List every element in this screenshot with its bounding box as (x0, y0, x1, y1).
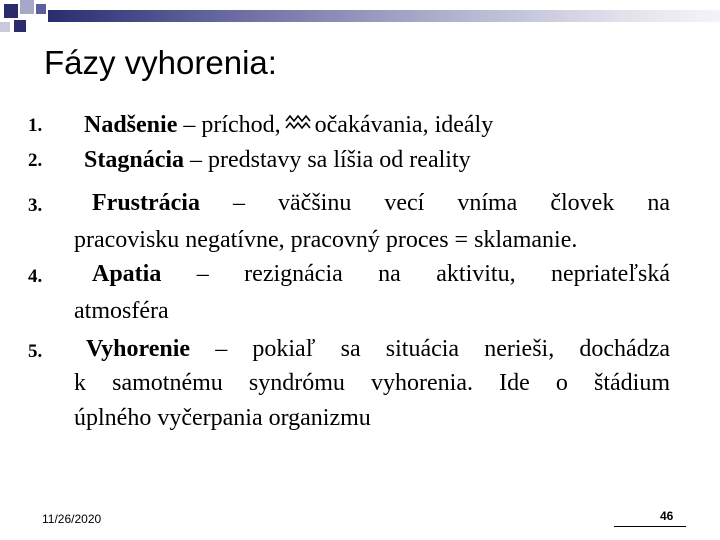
header-gradient-bar (48, 10, 720, 22)
phase-description: očakávania, ideály (314, 112, 494, 138)
list-number: 4. (28, 266, 43, 287)
phase-name: Apatia (92, 261, 162, 287)
list-item-continuation: k samotnému syndrómu vyhorenia. Ide o štádium (74, 370, 670, 396)
slide-date: 11/26/2020 (42, 512, 102, 526)
list-number: 5. (28, 341, 43, 362)
list-item-continuation: pracovisku negatívne, pracovný proces = sklamanie. (74, 227, 578, 253)
phase-name: Stagnácia (84, 147, 185, 173)
phase-description: – pokiaľ sa situácia nerieši, dochádza (215, 336, 670, 362)
phase-description: – príchod, (183, 112, 281, 138)
phase-description: – predstavy sa líšia od reality (190, 147, 471, 173)
header-decoration (0, 0, 720, 34)
decor-square (14, 20, 26, 32)
phase-name: Vyhorenie (86, 336, 191, 362)
list-item (92, 188, 670, 218)
decor-square (20, 0, 34, 14)
aquarius-wave-icon (285, 114, 311, 130)
phase-description: – väčšinu vecí vníma človek na (233, 190, 671, 216)
footer-divider (614, 526, 686, 527)
list-number: 1. (28, 115, 43, 136)
list-item (92, 259, 670, 289)
list-item (84, 110, 493, 140)
decor-square (36, 4, 46, 14)
phase-name: Nadšenie (84, 112, 178, 138)
list-number: 2. (28, 150, 43, 171)
list-item-continuation: úplného vyčerpania organizmu (74, 405, 371, 431)
list-item (86, 334, 670, 364)
list-number: 3. (28, 195, 43, 216)
list-item (84, 145, 471, 175)
list-item-continuation: atmosféra (74, 298, 169, 324)
decor-square (0, 22, 10, 32)
phase-description: – rezignácia na aktivitu, nepriateľská (196, 261, 671, 287)
phase-name: Frustrácia (92, 190, 200, 216)
slide-title: Fázy vyhorenia: (44, 44, 277, 81)
page-number: 46 (660, 509, 674, 523)
decor-square (4, 4, 18, 18)
